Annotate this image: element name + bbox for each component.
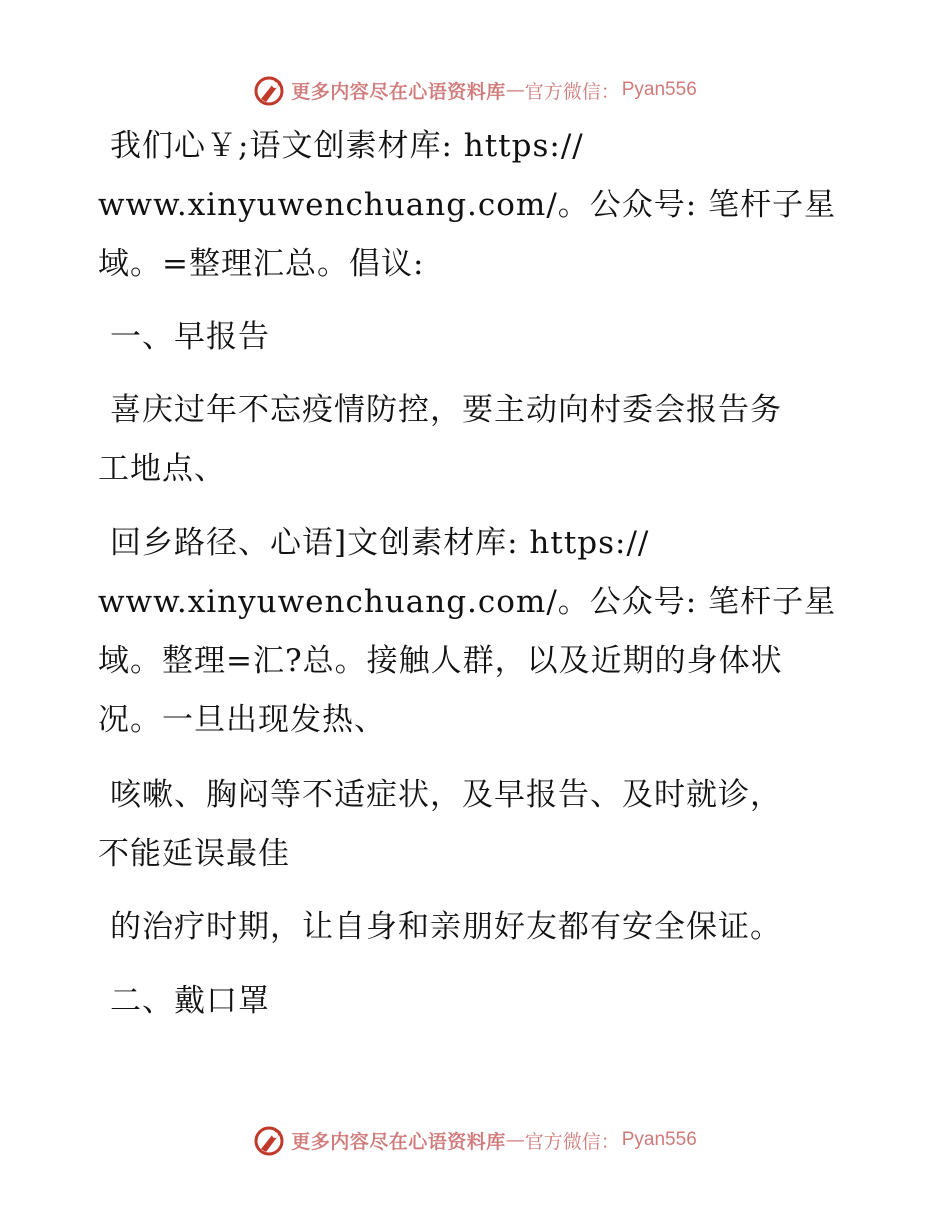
banner-dash: — [505,79,525,101]
text-line: 回乡路径、心语]文创素材库: https:// [110,525,650,561]
text-line: 况。一旦出现发热、 [98,702,386,738]
text-line: www.xinyuwenchuang.com/。公众号: 笔杆子星 [98,187,837,223]
text-line: 域。整理=汇?总。接触人群，以及近期的身体状 [98,643,783,679]
banner-wechat-label: 官方微信： [524,80,620,103]
text-line: 的治疗时期，让自身和亲朋好友都有安全保证。 [110,909,782,945]
header-banner [0,72,950,108]
text-line: 咳嗽、胸闷等不适症状，及早报告、及时就诊， [110,777,782,813]
text-line: 域。=整理汇总。倡议: [98,246,425,282]
text-line: 不能延误最佳 [98,836,290,872]
text-line: 工地点、 [98,451,226,487]
pen-logo-icon [253,73,287,107]
footer-banner [0,1122,950,1158]
text-line: 喜庆过年不忘疫情防控，要主动向村委会报告务 [110,392,782,428]
text-line: 我们心￥;语文创素材库: https:// [110,128,584,164]
text-line: www.xinyuwenchuang.com/。公众号: 笔杆子星 [98,584,837,620]
section-heading: 二、戴口罩 [110,983,270,1019]
banner-dash: — [505,1129,525,1151]
banner-wechat-id: Pyan556 [621,79,697,100]
banner-title: 更多内容尽在心语资料库 [291,80,506,103]
section-heading: 一、早报告 [110,319,270,355]
pen-logo-icon [253,1123,287,1157]
banner-title: 更多内容尽在心语资料库 [291,1130,506,1153]
banner-wechat-label: 官方微信： [524,1130,620,1153]
banner-wechat-id: Pyan556 [621,1129,697,1150]
